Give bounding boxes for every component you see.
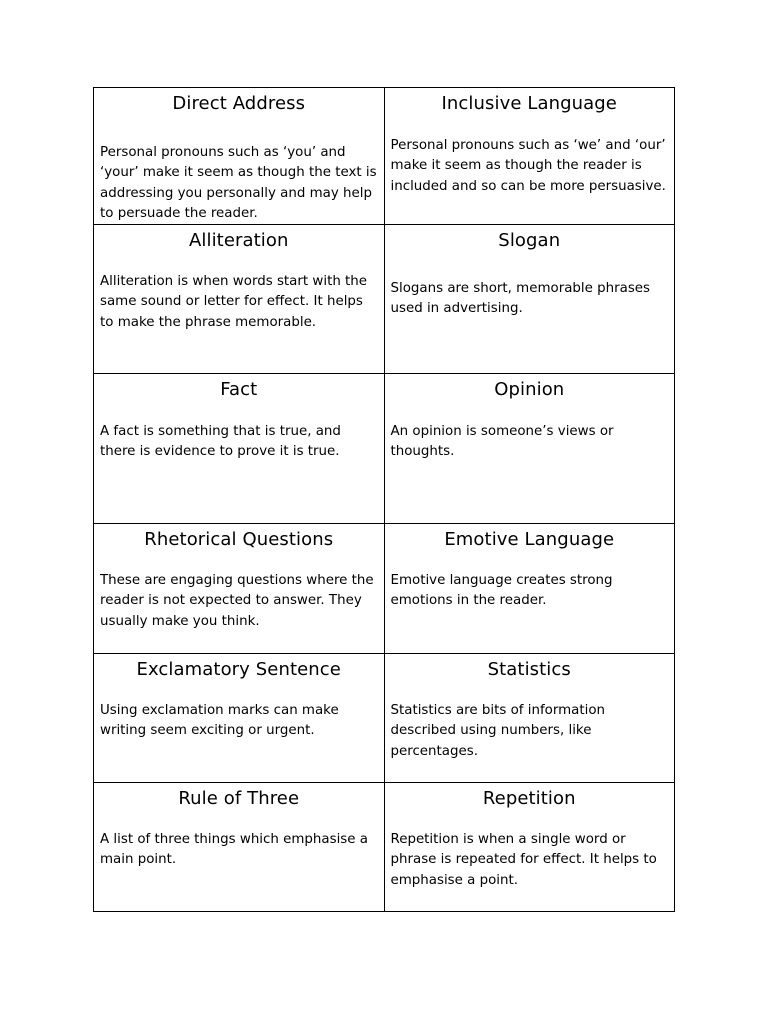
card-title: Emotive Language bbox=[444, 529, 615, 550]
card-description: Emotive language creates strong emotions in the reader. bbox=[390, 573, 613, 609]
card-inclusive-language bbox=[385, 88, 676, 225]
card-fact bbox=[94, 374, 385, 524]
card-row bbox=[94, 374, 675, 524]
card-row bbox=[94, 225, 675, 374]
card-row bbox=[94, 88, 675, 225]
card-direct-address bbox=[94, 88, 385, 225]
card-title: Exclamatory Sentence bbox=[136, 659, 341, 680]
card-description: Statistics are bits of information described using numbers, like percentages. bbox=[390, 703, 606, 759]
card-repetition bbox=[385, 783, 676, 912]
card-statistics bbox=[385, 654, 676, 783]
card-title: Fact bbox=[220, 379, 258, 400]
card-alliteration bbox=[94, 225, 385, 374]
card-title: Rule of Three bbox=[178, 788, 300, 809]
card-description: Personal pronouns such as ‘you’ and ‘your’ make it seem as though the text is addressing you personally and may help to persuade the reader. bbox=[100, 145, 377, 222]
card-row bbox=[94, 654, 675, 783]
card-description: Slogans are short, memorable phrases used in advertising. bbox=[390, 281, 651, 317]
card-description: A list of three things which emphasise a main point. bbox=[100, 832, 368, 868]
card-exclamatory-sentence bbox=[94, 654, 385, 783]
card-slogan bbox=[385, 225, 676, 374]
card-description: Alliteration is when words start with the same sound or letter for effect. It helps to make the phrase memorable. bbox=[100, 274, 368, 330]
card-description: An opinion is someone’s views or thoughts. bbox=[390, 424, 614, 460]
card-rhetorical-questions bbox=[94, 524, 385, 654]
card-title: Rhetorical Questions bbox=[144, 529, 334, 550]
card-rule-of-three bbox=[94, 783, 385, 912]
card-description: Repetition is when a single word or phrase is repeated for effect. It helps to emphasise a point. bbox=[390, 832, 657, 888]
card-title: Opinion bbox=[494, 379, 565, 400]
card-title: Statistics bbox=[487, 659, 571, 680]
technique-card-grid bbox=[93, 87, 675, 912]
card-emotive-language bbox=[385, 524, 676, 654]
card-title: Alliteration bbox=[188, 230, 289, 251]
card-title: Repetition bbox=[482, 788, 576, 809]
card-description: Personal pronouns such as ‘we’ and ‘our’ make it seem as though the reader is included and so can be more persuasive. bbox=[390, 138, 666, 194]
card-opinion bbox=[385, 374, 676, 524]
card-title: Direct Address bbox=[172, 93, 306, 114]
card-title: Inclusive Language bbox=[441, 93, 617, 114]
card-title: Slogan bbox=[498, 230, 561, 251]
card-description: Using exclamation marks can make writing seem exciting or urgent. bbox=[100, 703, 339, 739]
card-description: A fact is something that is true, and there is evidence to prove it is true. bbox=[100, 424, 341, 460]
card-row bbox=[94, 524, 675, 654]
card-row bbox=[94, 783, 675, 912]
card-description: These are engaging questions where the reader is not expected to answer. They usually make you think. bbox=[100, 573, 374, 629]
